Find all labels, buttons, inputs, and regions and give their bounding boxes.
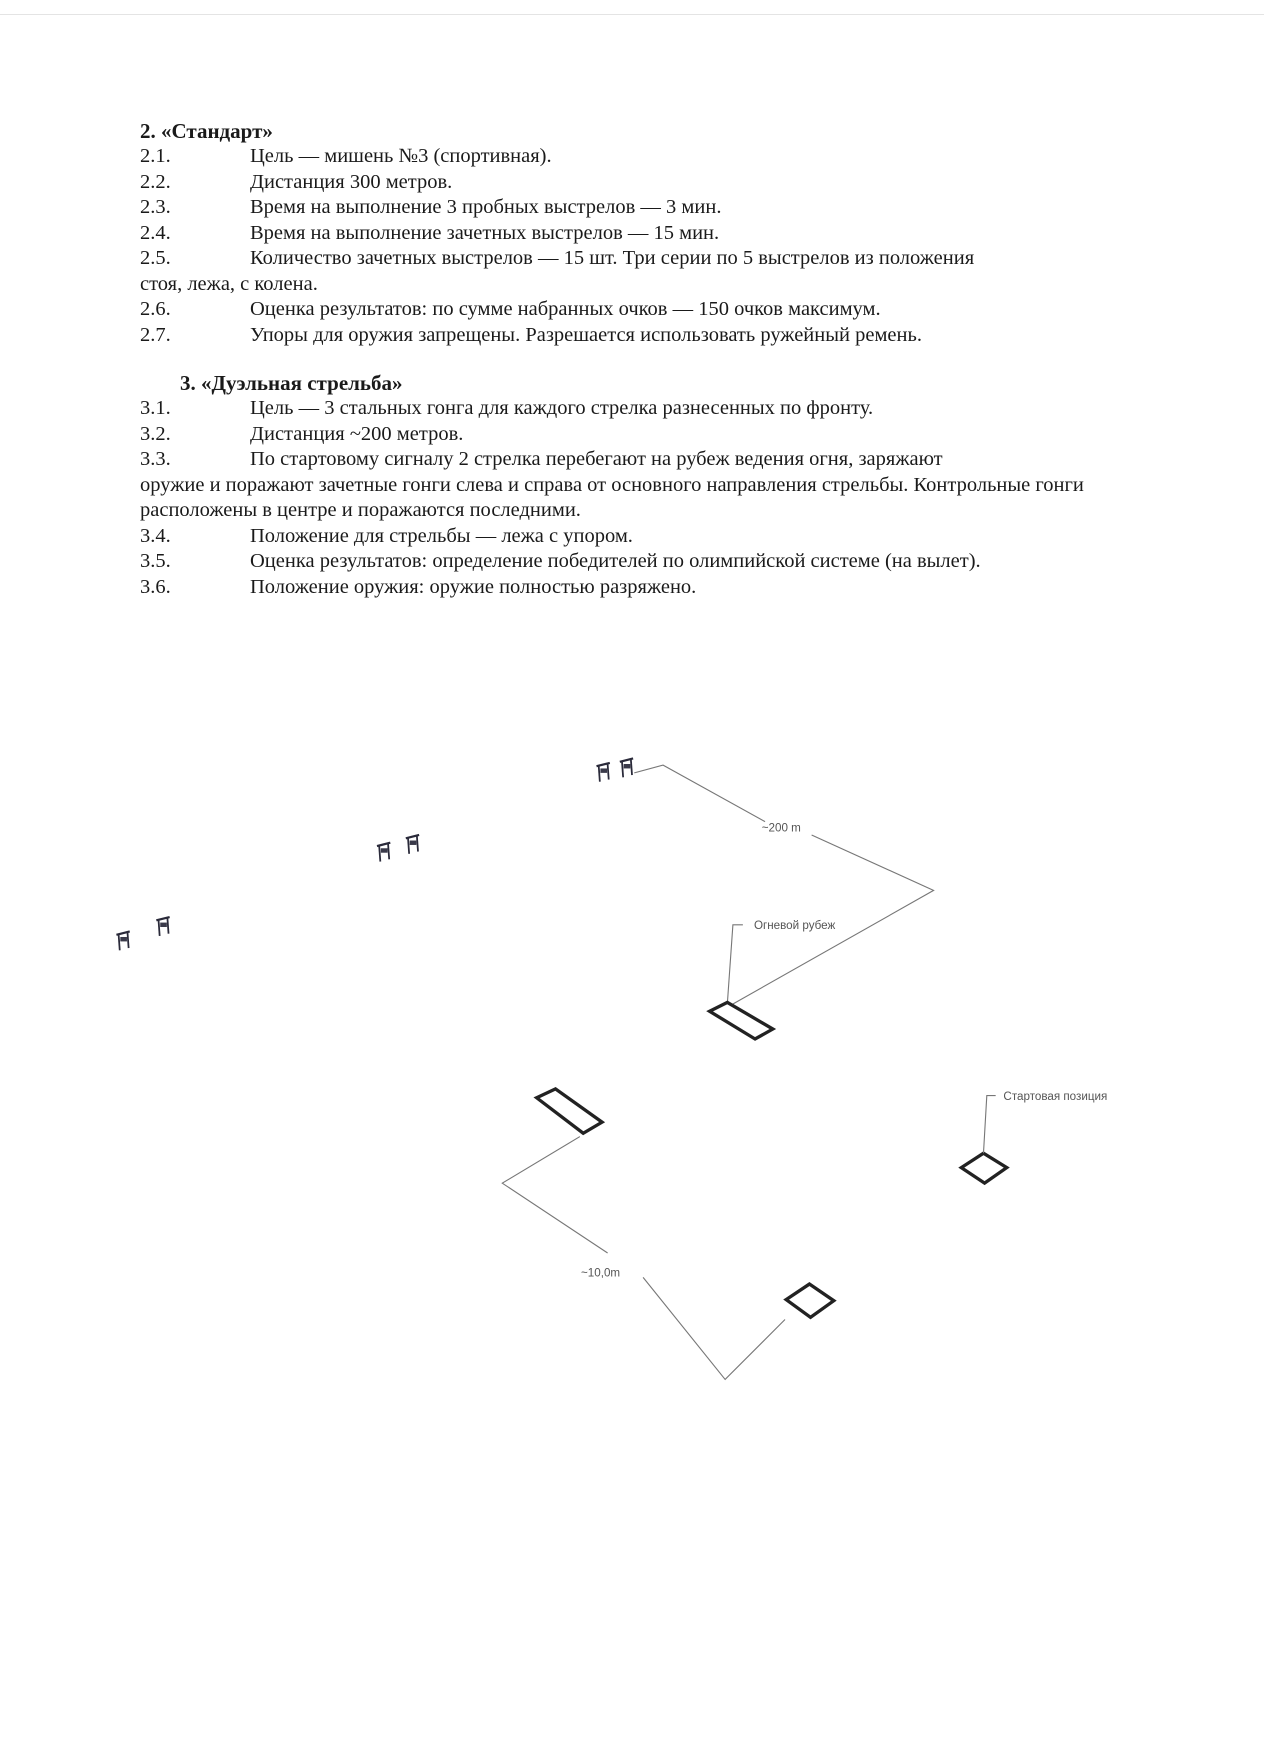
firing-line-callout — [727, 919, 835, 1003]
item-text: По стартовому сигналу 2 стрелка перебегают на рубеж ведения огня, заряжают — [250, 448, 943, 470]
item-text: Цель — 3 стальных гонга для каждого стрелка разнесенных по фронту. — [250, 397, 874, 419]
item-text: Время на выполнение зачетных выстрелов — 15 мин. — [250, 221, 720, 244]
firing-pad — [710, 1002, 773, 1039]
item-number: 2.3. — [140, 196, 171, 218]
gong-icon — [406, 835, 419, 854]
distance-200m-label: ~200 m — [761, 821, 801, 835]
item-number: 3.6. — [140, 575, 171, 598]
item-number: 2.4. — [140, 221, 171, 244]
item-text: Положение оружия: оружие полностью разряжено. — [250, 575, 697, 598]
gong-pair-middle — [377, 835, 419, 862]
firing-line-label: Огневой рубеж — [753, 919, 836, 933]
item-continuation: оружие и поражают зачетные гонги слева и справа от основного направления стрельбы. Контрольные гонги расположены в центре и поражаются последними. — [140, 473, 1084, 521]
item-text: Упоры для оружия запрещены. Разрешается использовать ружейный ремень. — [250, 323, 922, 346]
gong-icon — [156, 917, 169, 936]
item-text: Оценка результатов: по сумме набранных очков — 150 очков максимум. — [250, 298, 881, 320]
gong-pair-far — [597, 758, 634, 781]
firing-pad — [537, 1089, 602, 1133]
item-number: 3.4. — [140, 524, 171, 547]
start-position-label: Стартовая позиция — [1003, 1089, 1108, 1103]
item-text: Оценка результатов: определение победителей по олимпийской системе (на вылет). — [250, 550, 981, 572]
section-title: 3. «Дуэльная стрельба» — [180, 371, 403, 395]
item-text: Время на выполнение 3 пробных выстрелов — 3 мин. — [250, 196, 722, 218]
gong-icon — [116, 931, 129, 950]
gong-icon — [620, 758, 633, 777]
distance-10m-label: ~10,0m — [580, 1266, 621, 1280]
gong-icon — [597, 763, 610, 782]
item-number: 3.5. — [140, 550, 171, 572]
item-text: Количество зачетных выстрелов — 15 шт. Три серии по 5 выстрелов из положения — [250, 247, 975, 269]
item-number: 2.2. — [140, 170, 171, 193]
item-text: Цель — мишень №3 (спортивная). — [250, 145, 552, 167]
item-number: 2.7. — [140, 323, 171, 346]
item-number: 2.1. — [140, 145, 171, 167]
item-number: 2.6. — [140, 298, 171, 320]
item-number: 3.2. — [140, 422, 171, 445]
item-text: Дистанция 300 метров. — [250, 170, 453, 193]
item-text: Дистанция ~200 метров. — [250, 422, 464, 445]
gong-icon — [377, 843, 390, 862]
distance-200m-dimension — [634, 765, 933, 1005]
item-continuation: стоя, лежа, с колена. — [140, 272, 318, 295]
item-number: 3.1. — [140, 397, 171, 419]
gong-pair-near — [116, 917, 169, 950]
start-position-pad — [961, 1153, 1006, 1183]
item-number: 2.5. — [140, 247, 171, 269]
section-title: 2. «Стандарт» — [140, 119, 273, 143]
item-number: 3.3. — [140, 448, 171, 470]
start-position-callout — [983, 1090, 1107, 1153]
item-text: Положение для стрельбы — лежа с упором. — [250, 524, 633, 547]
start-position-pad — [786, 1284, 834, 1317]
distance-10m-dimension — [502, 1137, 785, 1380]
